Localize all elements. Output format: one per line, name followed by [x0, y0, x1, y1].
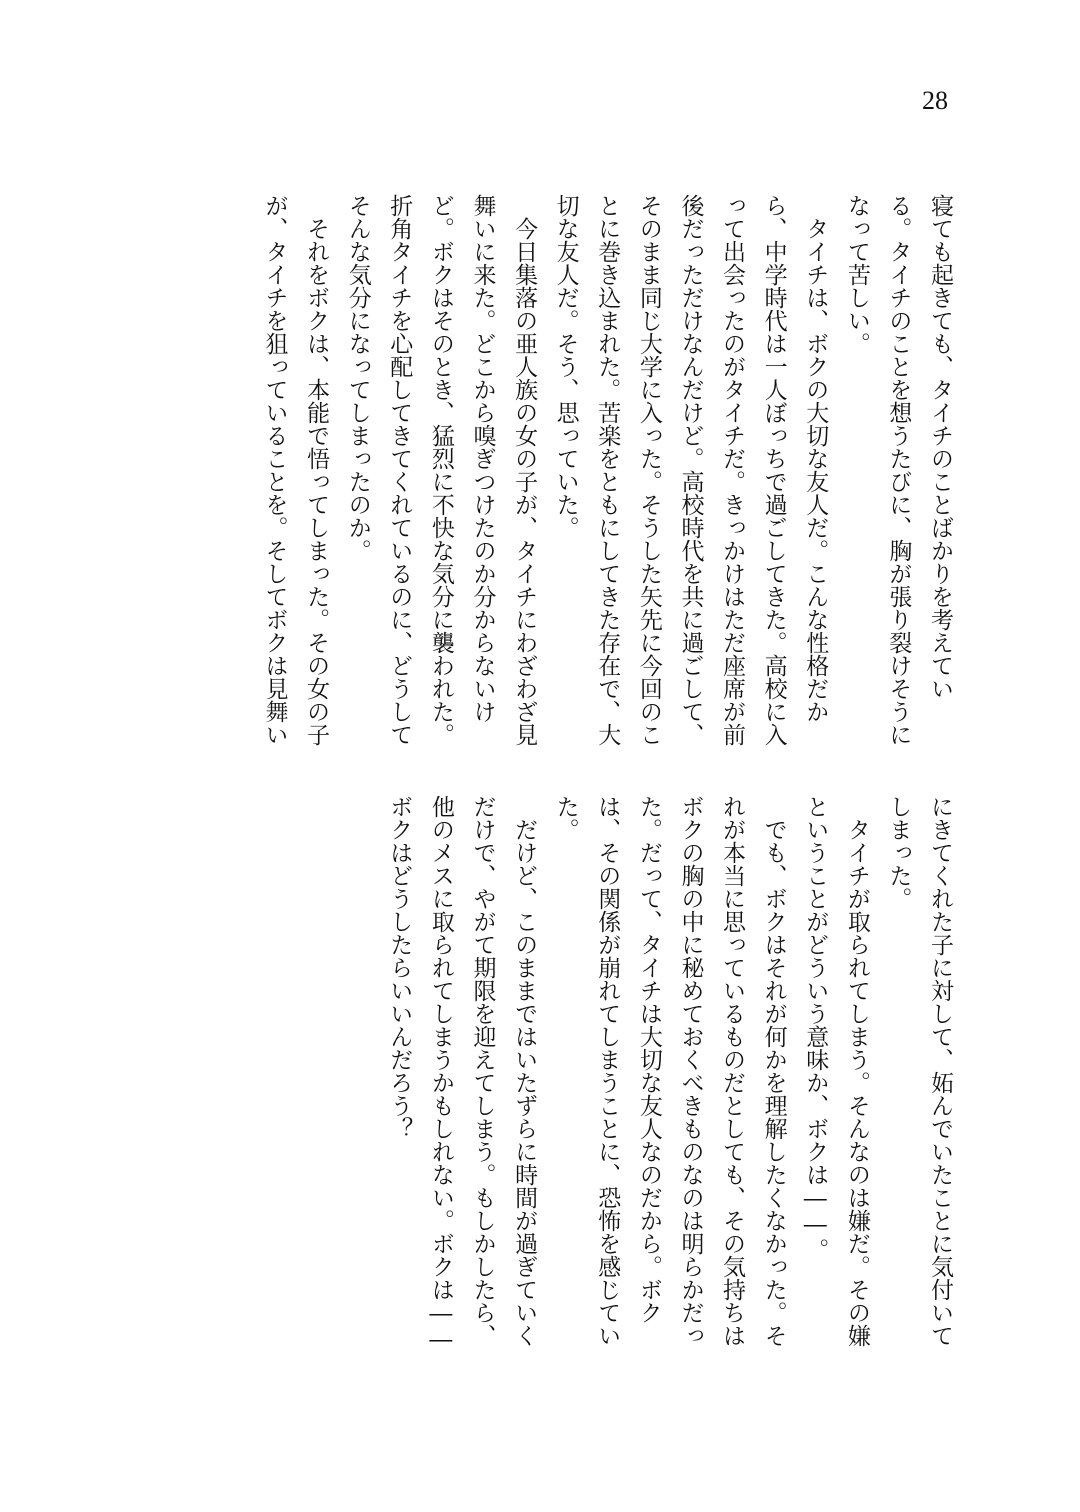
lower-text-block — [326, 795, 960, 1355]
text-line: しまった。 — [885, 795, 912, 910]
text-line: タイチは、ボクの大切な友人だ。こんな性格だか — [802, 194, 829, 723]
text-line: る。タイチのことを想うたびに、胸が張り裂けそうに — [885, 194, 912, 746]
text-line: 後だっただけなんだけど。高校時代を共に過ごして、 — [677, 194, 704, 746]
text-line: って出会ったのがタイチだ。きっかけはただ座席が前 — [719, 194, 746, 746]
text-line: それをボクは、本能で悟ってしまった。その女の子 — [303, 194, 330, 746]
text-line: ら、中学時代は一人ぼっちで過ごしてきた。高校に入 — [760, 194, 787, 746]
text-line: は、その関係が崩れてしまうことに、恐怖を感じてい — [594, 795, 621, 1347]
page-number: 28 — [922, 86, 948, 115]
text-line: ど。ボクはそのとき、猛烈に不快な気分に襲われた。 — [427, 194, 454, 746]
text-line: 折角タイチを心配してきてくれているのに、どうして — [386, 194, 413, 746]
text-line: 舞いに来た。どこから嗅ぎつけたのか分からないけ — [469, 194, 496, 723]
text-line: 今日集落の亜人族の女の子が、タイチにわざわざ見 — [511, 194, 538, 746]
upper-text-block — [200, 194, 960, 754]
text-line: ボクはどうしたらいいんだろう？ — [386, 795, 413, 1140]
text-line: にきてくれた子に対して、妬んでいたことに気付いて — [927, 795, 953, 1347]
text-line: が、タイチを狙っていることを。そしてボクは見舞い — [261, 194, 288, 746]
text-line: 寝ても起きても、タイチのことばかりを考えてい — [927, 194, 953, 700]
text-line: ボクの胸の中に秘めておくべきものなのは明らかだっ — [677, 795, 704, 1347]
text-line: ということがどういう意味か、ボクは――。 — [802, 795, 829, 1261]
text-line: なって苦しい。 — [843, 194, 870, 355]
text-line: とに巻き込まれた。苦楽をともにしてきた存在で、大 — [594, 194, 621, 746]
text-line: そんな気分になってしまったのか。 — [344, 194, 371, 562]
text-line: だけで、やがて期限を迎えてしまう。もしかしたら、 — [469, 795, 496, 1347]
text-line: だけど、このままではいたずらに時間が過ぎていく — [511, 795, 538, 1347]
text-line: た。だって、タイチは大切な友人なのだから。ボク — [635, 795, 662, 1324]
text-line: た。 — [552, 795, 579, 841]
text-line: 切な友人だ。そう、思っていた。 — [552, 194, 579, 539]
text-line: れが本当に思っているものだとしても、その気持ちは — [719, 795, 746, 1347]
text-line: タイチが取られてしまう。そんなのは嫌だ。その嫌 — [843, 795, 870, 1347]
text-line: そのまま同じ大学に入った。そうした矢先に今回のこ — [635, 194, 662, 746]
text-line: 他のメスに取られてしまうかもしれない。ボクは―― — [427, 795, 454, 1353]
text-line: でも、ボクはそれが何かを理解したくなかった。そ — [760, 795, 787, 1347]
